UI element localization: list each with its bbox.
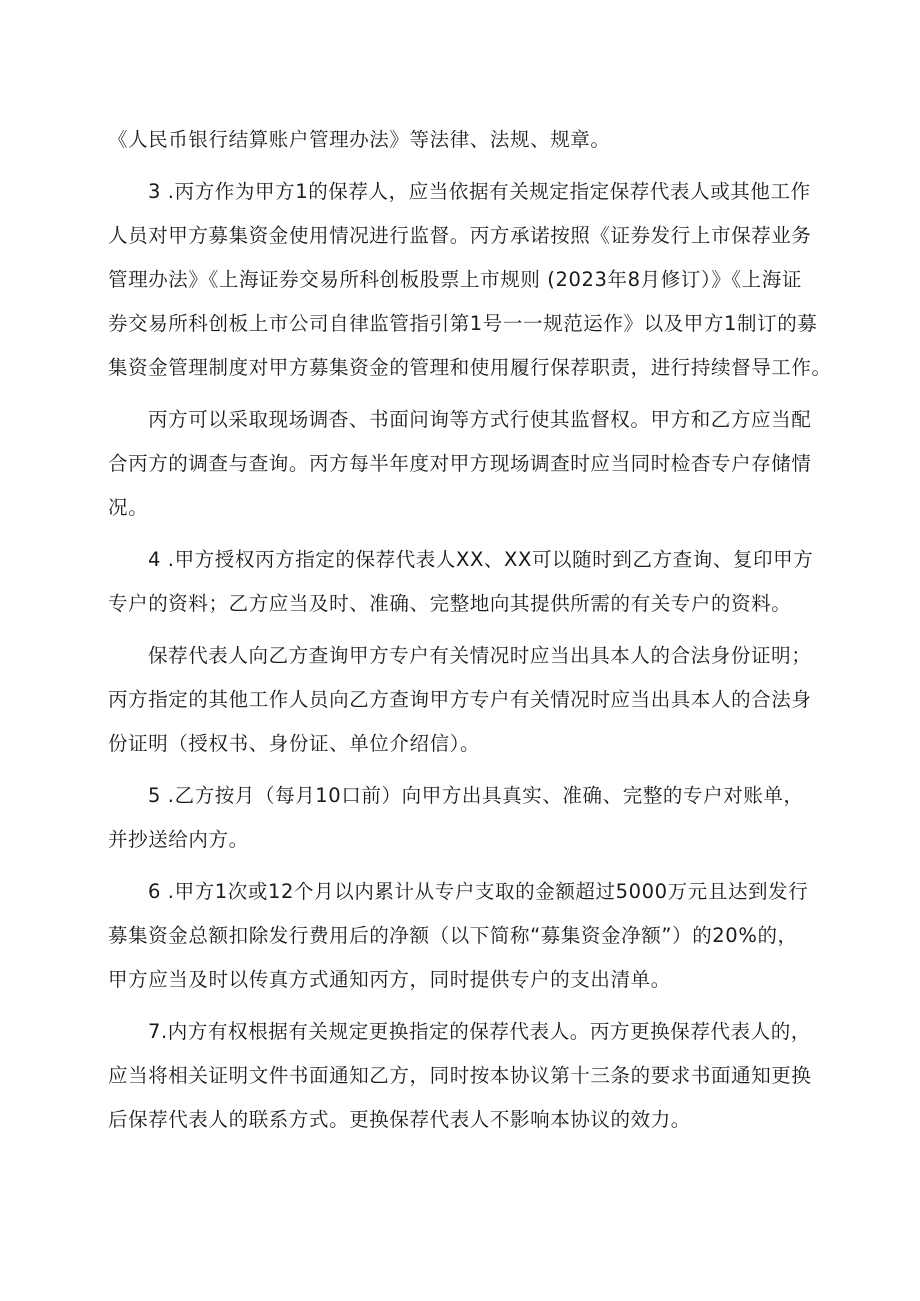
text-line: 甲方应当及时以传真方式通知丙方，同时提供专户的支出清单。 [108, 968, 671, 991]
document-body [108, 118, 832, 1142]
paragraph-clause-3 [108, 170, 832, 390]
text-line: 集资金管理制度对甲方募集资金的管理和使用履行保荐职责，进行持续督导工作。 [108, 356, 832, 379]
text-line: 人员对甲方募集资金使用情况进行监督。丙方承诺按照《证券发行上市保荐业务 [108, 224, 812, 247]
text-line: 丙方指定的其他工作人员向乙方查询甲方专户有关情况时应当出具本人的合法身 [108, 688, 812, 711]
text-line: 3 .丙方作为甲方1的保荐人，应当依据有关规定指定保荐代表人或其他工作 [148, 180, 811, 203]
paragraph-identity-proof [108, 634, 824, 766]
paragraph-supervision [108, 398, 824, 530]
text-line: 6 .甲方1次或12个月以内累计从专户支取的金额超过5000万元且达到发行 [148, 880, 809, 903]
text-line: 7.内方有权根据有关规定更换指定的保荐代表人。丙方更换保荐代表人的， [148, 1020, 812, 1043]
text-line: 丙方可以采取现场调杳、书面问询等方式行使其监督权。甲方和乙方应当配 [148, 408, 812, 431]
paragraph-law-reference [108, 118, 824, 162]
text-line: 份证明（授权书、身份证、单位介绍信）。 [108, 732, 481, 755]
text-line: 募集资金总额扣除发行费用后的净额（以下简称“募集资金净额”）的20%的， [108, 924, 798, 947]
text-line: 况。 [108, 496, 149, 519]
text-line: 管理办法》《上海证券交易所科创板股票上市规则 (2023年8月修订）》《上海证 [108, 268, 802, 291]
paragraph-clause-6 [108, 870, 824, 1002]
paragraph-clause-7 [108, 1010, 824, 1142]
text-line: 并抄送给内方。 [108, 828, 249, 851]
text-line: 4 .甲方授权丙方指定的保荐代表人XX、XX可以随时到乙方查询、复印甲方 [148, 548, 814, 571]
text-line: 后保荐代表人的联系方式。更换保荐代表人不影响本协议的效力。 [108, 1108, 691, 1131]
text-line: 《人民币银行结算账户管理办法》等法律、法规、规章。 [108, 128, 611, 151]
text-line: 保荐代表人向乙方查询甲方专户有关情况时应当出具本人的合法身份证明； [148, 644, 812, 667]
text-line: 专户的资料；乙方应当及时、准确、完整地向其提供所需的有关专户的资料。 [108, 592, 792, 615]
text-line: 合丙方的调查与查询。丙方每半年度对甲方现场调查时应当同时检杳专户存储情 [108, 452, 812, 475]
text-line: 券交易所科创板上市公司自律监管指引第1号一一规范运作》以及甲方1制订的募 [108, 312, 818, 335]
text-line: 5 .乙方按月（每月10口前）向甲方出具真实、准确、完整的专户对账单， [148, 784, 804, 807]
paragraph-clause-4 [108, 538, 824, 626]
text-line: 应当将相关证明文件书面通知乙方，同时按本协议第十三条的要求书面通知更换 [108, 1064, 812, 1087]
paragraph-clause-5 [108, 774, 824, 862]
